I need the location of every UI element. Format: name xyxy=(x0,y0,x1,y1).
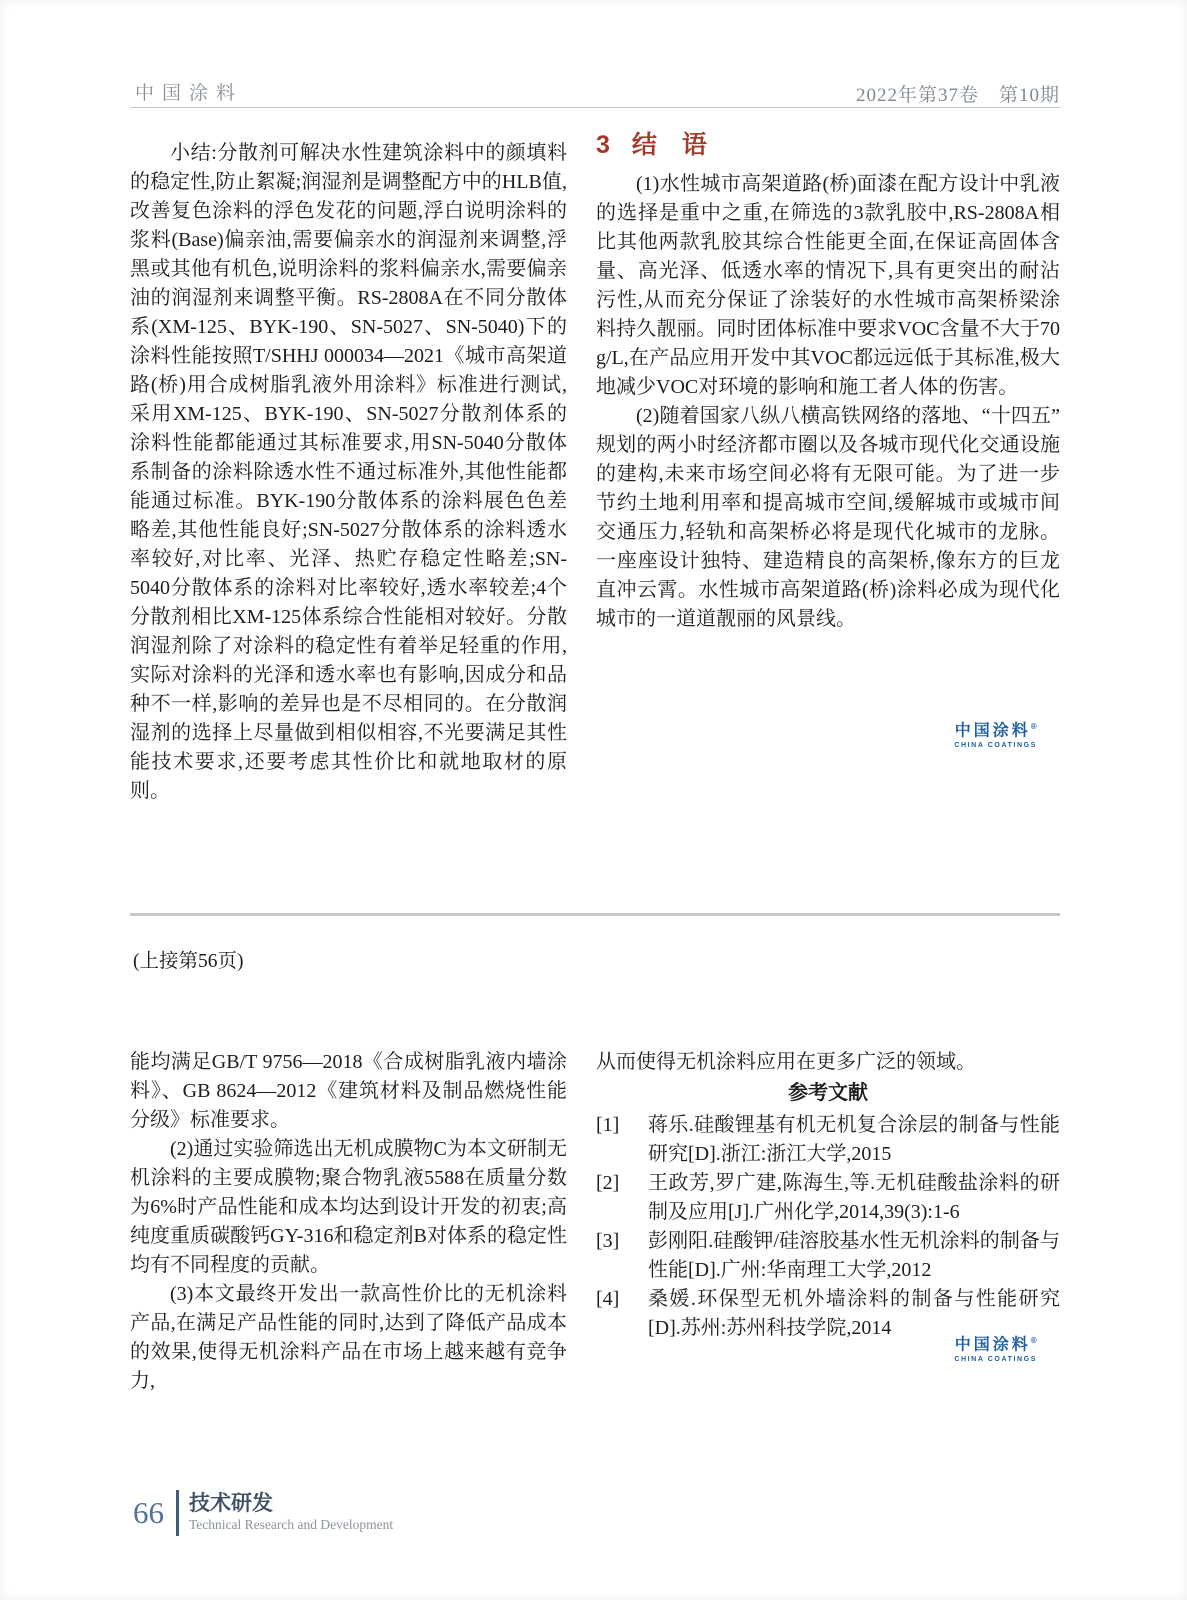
bottom-paragraph-0: 能均满足GB/T 9756—2018《合成树脂乳液内墙涂料》、GB 8624—2012《建筑材料及制品燃烧性能分级》标准要求。 xyxy=(130,1051,567,1131)
top-right-column xyxy=(596,131,1060,634)
conclusion-heading xyxy=(596,131,1060,160)
heading-title: 结 语 xyxy=(631,131,707,159)
reference-label: [1] xyxy=(596,1114,620,1136)
journal-name: 中国涂料 xyxy=(135,83,244,104)
footer-divider-bar xyxy=(176,1490,179,1536)
footer-section xyxy=(189,1492,393,1534)
reference-text: 彭刚阳.硅酸钾/硅溶胶基水性无机涂料的制备与性能[D].广州:华南理工大学,2012 xyxy=(648,1230,1060,1281)
conclusion-paragraph-1: (1)水性城市高架道路(桥)面漆在配方设计中乳液的选择是重中之重,在筛选的3款乳胶中,RS-2808A相比其他两款乳胶其综合性能更全面,在保证高固体含量、高光泽、低透水率的情况下,具有更突出的耐沾污性,从而充分保证了涂装好的水性城市高架桥梁涂料持久靓丽。同时团体标准中要求VOC含量不大于70 g/L,在产品应用开发中其VOC都远远低于其标准,极大地减少VOC对环境的影响和施工者人体的伤害。 xyxy=(596,173,1060,398)
references-heading: 参考文献 xyxy=(788,1082,868,1104)
registered-mark: ® xyxy=(1030,1336,1037,1345)
footer-section-cn: 技术研发 xyxy=(189,1492,273,1515)
reference-item xyxy=(596,1111,1060,1169)
summary-paragraph: 小结:分散剂可解决水性建筑涂料中的颜填料的稳定性,防止絮凝;润湿剂是调整配方中的HLB值,改善复色涂料的浮色发花的问题,浮白说明涂料的浆料(Base)偏亲油,需要偏亲水的润湿剂来调整,浮黑或其他有机色,说明涂料的浆料偏亲水,需要偏亲油的润湿剂来调整平衡。RS-2808A在不同分散体系(XM-125、BYK-190、SN-5027、SN-5040)下的涂料性能按照T/SHHJ 000034—2021《城市高架道路(桥)用合成树脂乳液外用涂料》标准进行测试,采用XM-125、BYK-190、SN-5027分散剂体系的涂料性能都能通过其标准要求,用SN-5040分散体系制备的涂料除透水性不通过标准外,其他性能都能通过标准。BYK-190分散体系的涂料展色色差略差,其他性能良好;SN-5027分散体系的涂料透水率较好,对比率、光泽、热贮存稳定性略差;SN-5040分散体系的涂料对比率较好,透水率较差;4个分散剂相比XM-125体系综合性能相对较好。分散润湿剂除了对涂料的稳定性有着举足轻重的作用,实际对涂料的光泽和透水率也有影响,因成分和品种不一样,影响的差异也是不尽相同的。在分散润湿剂的选择上尽量做到相似相容,不光要满足其性能技术要求,还要考虑其性价比和就地取材的原则。 xyxy=(130,142,567,802)
reference-label: [3] xyxy=(596,1230,620,1252)
reference-label: [2] xyxy=(596,1172,620,1194)
conclusion-paragraph-2: (2)随着国家八纵八横高铁网络的落地、“十四五”规划的两小时经济都市圈以及各城市现代化交通设施的建构,未来市场空间必将有无限可能。为了进一步节约土地利用率和提高城市空间,缓解城市或城市间交通压力,轻轨和高架桥必将是现代化城市的龙脉。一座座设计独特、建造精良的高架桥,像东方的巨龙直冲云霄。水性城市高架道路(桥)涂料必成为现代化城市的一道道靓丽的风景线。 xyxy=(596,405,1060,630)
reference-item xyxy=(596,1169,1060,1227)
logo-cn-text: 中国涂料® xyxy=(954,1336,1037,1354)
heading-number: 3 xyxy=(596,131,610,159)
reference-text: 王政芳,罗广建,陈海生,等.无机硅酸盐涂料的研制及应用[J].广州化学,2014,39(3):1-6 xyxy=(648,1172,1060,1223)
bottom-paragraph-1: (2)通过实验筛选出无机成膜物C为本文研制无机涂料的主要成膜物;聚合物乳液5588在质量分数为6%时产品性能和成本均达到设计开发的初衷;高纯度重质碳酸钙GY-316和稳定剂B对体系的稳定性均有不同程度的贡献。 xyxy=(130,1138,567,1276)
logo-cn-text: 中国涂料® xyxy=(954,722,1037,740)
issue-info: 2022年第37卷 第10期 xyxy=(855,85,1060,106)
china-coatings-logo xyxy=(954,1332,1037,1363)
reference-text: 桑媛.环保型无机外墙涂料的制备与性能研究[D].苏州:苏州科技学院,2014 xyxy=(648,1288,1060,1339)
bottom-right-column xyxy=(596,1048,1060,1343)
reference-label: [4] xyxy=(596,1288,620,1310)
continuation-note: (上接第56页) xyxy=(133,951,244,972)
header-rule xyxy=(130,107,1060,108)
bottom-paragraph-2: (3)本文最终开发出一款高性价比的无机涂料产品,在满足产品性能的同时,达到了降低产品成本的效果,使得无机涂料产品在市场上越来越有竞争力, xyxy=(130,1283,567,1392)
reference-text: 蒋乐.硅酸锂基有机无机复合涂层的制备与性能研究[D].浙江:浙江大学,2015 xyxy=(648,1114,1060,1165)
registered-mark: ® xyxy=(1030,722,1037,731)
footer-section-en: Technical Research and Development xyxy=(189,1517,394,1532)
reference-item xyxy=(596,1227,1060,1285)
bottom-left-column xyxy=(130,1048,567,1396)
logo-en-text: CHINA COATINGS xyxy=(954,1356,1037,1364)
logo-en-text: CHINA COATINGS xyxy=(954,742,1037,750)
page-number: 66 xyxy=(133,1495,164,1530)
top-left-column xyxy=(130,139,567,806)
section-divider xyxy=(130,913,1060,916)
page-footer xyxy=(133,1490,393,1536)
china-coatings-logo xyxy=(954,718,1037,749)
bottom-lead-paragraph: 从而使得无机涂料应用在更多广泛的领域。 xyxy=(596,1051,976,1073)
